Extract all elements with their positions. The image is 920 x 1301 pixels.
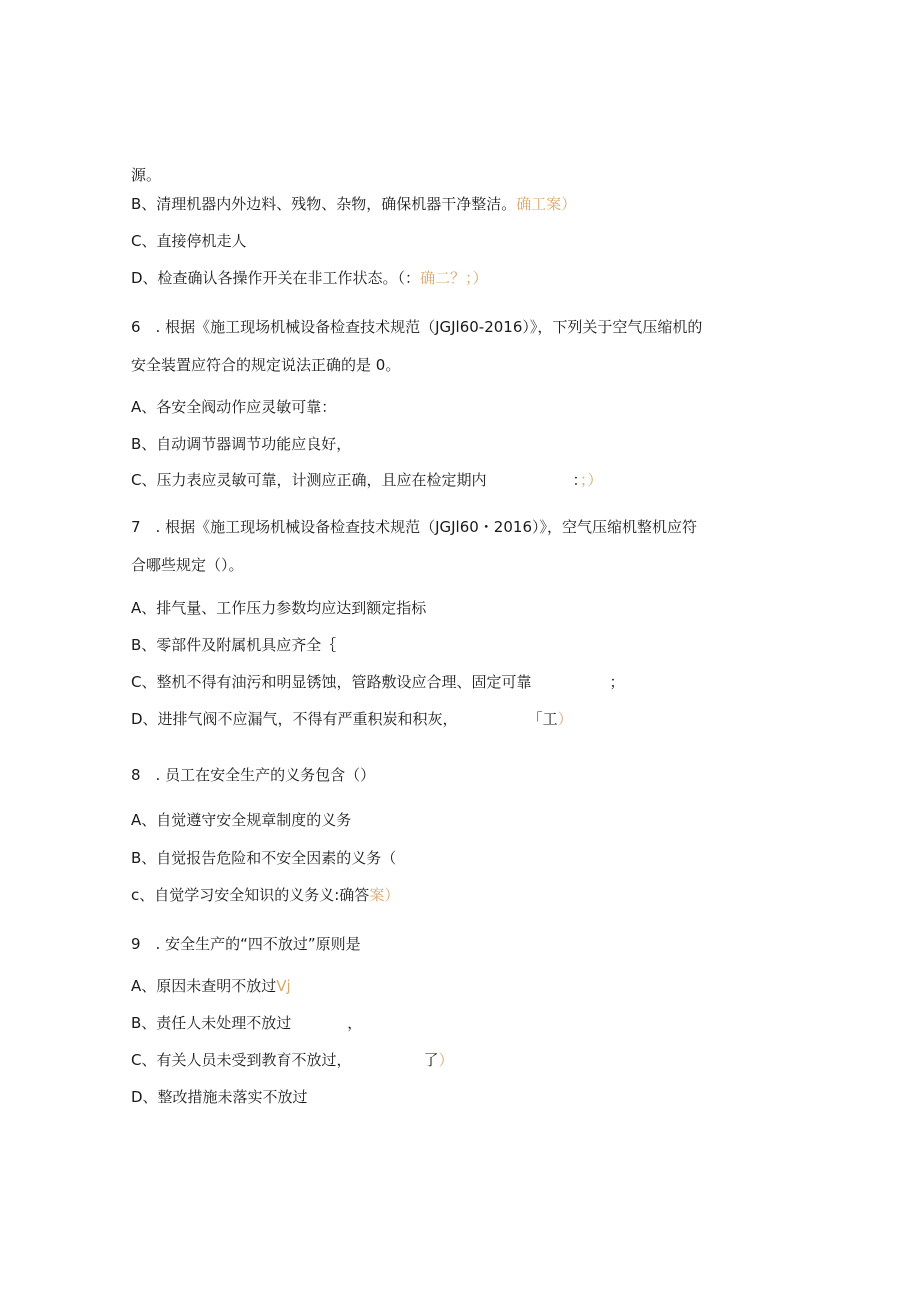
option-line: c、自觉学习安全知识的义务义:确答案） <box>131 886 400 904</box>
answer-mark: Vj <box>276 977 291 995</box>
option-line: A、自觉遵守安全规章制度的义务 <box>131 811 352 829</box>
option-line: D、进排气阀不应漏气，不得有严重积炭和积灰， 「工） <box>131 710 573 728</box>
answer-mark: 确工案） <box>516 195 577 213</box>
question-line: 8 . 员工在安全生产的义务包含（） <box>131 766 376 784</box>
option-line: A、排气量、工作压力参数均应达到额定指标 <box>131 599 427 617</box>
answer-mark: 确二？；） <box>420 269 488 287</box>
answer-mark: ；） <box>580 471 603 489</box>
option-line: A、原因未查明不放过Vj <box>131 977 291 995</box>
option-line: C、有关人员未受到教育不放过， 了） <box>131 1051 454 1069</box>
question-line: 安全装置应符合的规定说法正确的是 0。 <box>131 356 401 374</box>
option-line: B、零部件及附属机具应齐全｛ <box>131 636 337 654</box>
option-line: A、各安全阀动作应灵敏可靠： <box>131 398 337 416</box>
answer-mark: 案） <box>369 886 400 904</box>
question-line: 9 . 安全生产的“四不放过”原则是 <box>131 935 361 953</box>
option-line: B、清理机器内外边料、残物、杂物，确保机器干净整洁。确工案） <box>131 195 577 213</box>
option-line: C、整机不得有油污和明显锈蚀，管路敷设应合理、固定可靠 ； <box>131 673 625 691</box>
text-line: 源。 <box>131 166 162 184</box>
option-line: D、整改措施未落实不放过 <box>131 1088 308 1106</box>
question-line: 7 . 根据《施工现场机械设备检查技术规范（JGJl60・2016）》，空气压缩机整机应符 <box>131 518 697 536</box>
answer-mark: ） <box>557 710 573 728</box>
option-line: C、压力表应灵敏可靠，计测应正确，且应在检定期内 ：；） <box>131 471 603 489</box>
option-line: B、自动调节器调节功能应良好， <box>131 435 352 453</box>
question-line: 合哪些规定（）。 <box>131 556 244 574</box>
answer-mark: ） <box>438 1051 454 1069</box>
option-line: D、检查确认各操作开关在非工作状态。（：确二？；） <box>131 269 488 287</box>
option-line: B、责任人未处理不放过 ， <box>131 1014 363 1032</box>
option-line: C、直接停机走人 <box>131 232 247 250</box>
question-line: 6 . 根据《施工现场机械设备检查技术规范（JGJl60-2016）》，下列关于空气压缩机的 <box>131 318 703 336</box>
option-line: B、自觉报告危险和不安全因素的义务（ <box>131 849 397 867</box>
